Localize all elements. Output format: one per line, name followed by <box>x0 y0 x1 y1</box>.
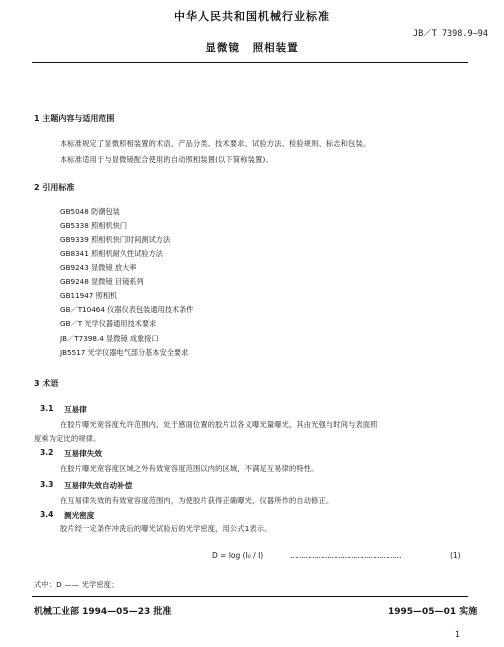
section-1-line: 本标准规定了显微照相装置的术语、产品分类、技术要求、试验方法、检验规则、标志和包装。 <box>60 139 371 148</box>
reference-item: GB／T10464 仪器仪表包装通用技术条件 <box>60 305 194 314</box>
reference-item: GB8341 照相机耐久性试验方法 <box>60 249 163 258</box>
standard-code: JB／T 7398.9—94 <box>412 29 488 39</box>
reference-item: JB／T7398.4 显微镜 成象接口 <box>60 334 159 343</box>
term-definition-line: 胶片经一定条件冲洗后的曝光试验后的光学密度，用公式1表示。 <box>60 524 272 533</box>
term-number: 3.2 <box>40 448 54 457</box>
term-definition-line: 在互易律失效的有效宽容度范围内，为使胶片获得正确曝光，仪器所作的自动修正。 <box>60 496 334 505</box>
section-2-heading: 2 引用标准 <box>34 183 75 192</box>
formula-note: 式中：D —— 光学密度； <box>34 580 119 589</box>
standard-header-title: 中华人民共和国机械行业标准 <box>174 10 330 23</box>
reference-item: GB／T 光学仪器通用技术要求 <box>60 319 157 328</box>
term-name: 互易律 <box>64 405 87 414</box>
page-number: 1 <box>455 630 461 639</box>
term-number: 3.4 <box>40 510 54 519</box>
formula-number: (1) <box>450 551 461 560</box>
term-name: 互易律失效 <box>64 449 102 458</box>
reference-item: GB9243 显微镜 放大率 <box>60 263 137 272</box>
footer-rule <box>32 596 468 597</box>
section-1-heading: 1 主题内容与适用范围 <box>34 114 115 123</box>
reference-item: GB5338 照相机快门 <box>60 221 128 230</box>
term-name: 测光密度 <box>64 511 95 520</box>
term-name: 互易律失效自动补偿 <box>64 481 133 490</box>
term-definition-line: 在胶片曝光宽容度区域之外有效宽容度范围以内的区域，不满足互易律的特性。 <box>60 464 319 473</box>
section-3-heading: 3 术语 <box>34 379 59 388</box>
reference-item: GB9248 显微镜 目镜系列 <box>60 277 144 286</box>
reference-item: GB9339 照相机快门时间测试方法 <box>60 235 171 244</box>
approval-date: 机械工业部 1994—05—23 批准 <box>34 607 172 617</box>
header-rule <box>32 62 468 63</box>
term-number: 3.1 <box>40 404 54 413</box>
formula-leader-dots: …………………………………………… <box>290 551 401 560</box>
formula-expression: D = log (I₀ / I) <box>212 551 264 560</box>
implementation-date: 1995—05—01 实施 <box>388 607 478 617</box>
reference-item: JB5517 光学仪器电气部分基本安全要求 <box>60 348 189 357</box>
term-definition-line: 度乘为定比的规律。 <box>34 434 101 443</box>
term-definition-line: 在胶片曝光宽容度允许范围内，处于感面位置的胶片以各义曝光量曝光，其由光强与时间与表面照 <box>60 420 378 429</box>
reference-item: GB5048 防潮包装 <box>60 207 120 216</box>
reference-item: GB11947 照相机 <box>60 291 118 300</box>
document-title: 显微镜 照相装置 <box>205 42 299 54</box>
section-1-line: 本标准适用于与显微镜配合使用的自动照相装置(以下简称装置)。 <box>60 155 273 164</box>
term-number: 3.3 <box>40 480 54 489</box>
